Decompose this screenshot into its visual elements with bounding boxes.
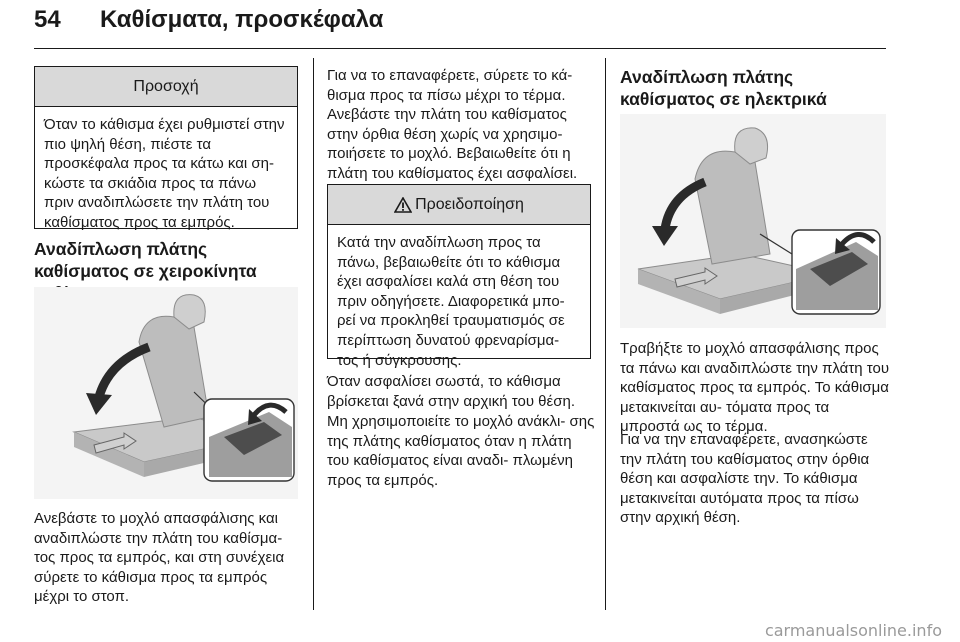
watermark: carmanualsonline.info — [764, 621, 942, 640]
page-number: 54 — [34, 6, 61, 33]
warning-text: Κατά την αναδίπλωση προς τα πάνω, βεβαιωθείτε ότι το κάθισμα έχει ασφαλίσει καλά στη θέση του πριν οδηγήσετε. Διαφορετικά μπο- ρεί να προκληθεί τραυματισμός σε περίπτωση δυνατού φρεναρίσμα- τος ή σύγκρουσης. — [337, 234, 565, 369]
electric-section-heading: Αναδίπλωση πλάτης καθίσματος σε ηλεκτρικά — [620, 67, 827, 109]
manual-section-heading: Αναδίπλωση πλάτης καθίσματος σε χειροκίνητα — [34, 239, 257, 281]
caution-box — [34, 66, 298, 229]
electric-seat-illustration — [620, 114, 886, 328]
column-divider — [605, 58, 606, 610]
electric-restore-text: Για να την επαναφέρετε, ανασηκώστε την πλάτη του καθίσματος στην όρθια θέση και ασφαλίστε την. Το κάθισμα μετακινείται αυτόματα προς τα πίσω στην αρχική θέση. — [620, 431, 870, 527]
manual-section-text: Ανεβάστε το μοχλό απασφάλισης και αναδιπλώστε την πλάτη του καθίσμα- τος προς τα εμπρός, και στη συνέχεια σύρετε το κάθισμα προς τα εμπρός μέχρι το στοπ. — [34, 510, 285, 606]
warning-box — [327, 184, 591, 369]
page-title: Καθίσματα, προσκέφαλα — [100, 6, 384, 33]
warning-title: Προειδοποίηση — [415, 195, 524, 213]
warning-header — [328, 185, 590, 225]
page-header — [34, 6, 886, 46]
recline-lever-note: Μη χρησιμοποιείτε το μοχλό ανάκλι- σης της πλάτης καθίσματος όταν η πλάτη του καθίσματος είναι αναδι- πλωμένη προς τα εμπρός. — [327, 413, 595, 489]
caution-title: Προσοχή — [35, 67, 297, 107]
manual-seat-illustration — [34, 287, 298, 499]
warning-icon — [394, 197, 412, 213]
electric-fold-text: Τραβήξτε το μοχλό απασφάλισης προς τα πάνω και αναδιπλώστε την πλάτη του καθίσματος προς τα εμπρός. Το κάθισμα μετακινείται αυ- τόματα προς τα μπροστά ως το τέρμα. — [620, 340, 890, 436]
locked-position-text: Όταν ασφαλίσει σωστά, το κάθισμα βρίσκεται ξανά στην αρχική του θέση. — [327, 373, 575, 410]
restore-instructions: Για να το επαναφέρετε, σύρετε το κά- θισμα προς τα πίσω μέχρι το τέρμα. Ανεβάστε την πλάτη του καθίσματος στην όρθια θέση χωρίς να χρησιμο- ποιήσετε το μοχλό. Βεβαιωθείτε ότι η πλάτη του καθίσματος έχει ασφαλίσει. — [327, 67, 578, 182]
caution-text: Όταν το κάθισμα έχει ρυθμιστεί στην πιο ψηλή θέση, πιέστε τα προσκέφαλα προς τα κάτω και ση- κώστε τα σκιάδια προς τα πάνω πριν αναδιπλώσετε την πλάτη του καθίσματος προς τα εμπρός. — [44, 116, 285, 231]
header-rule — [34, 48, 886, 49]
column-divider — [313, 58, 314, 610]
